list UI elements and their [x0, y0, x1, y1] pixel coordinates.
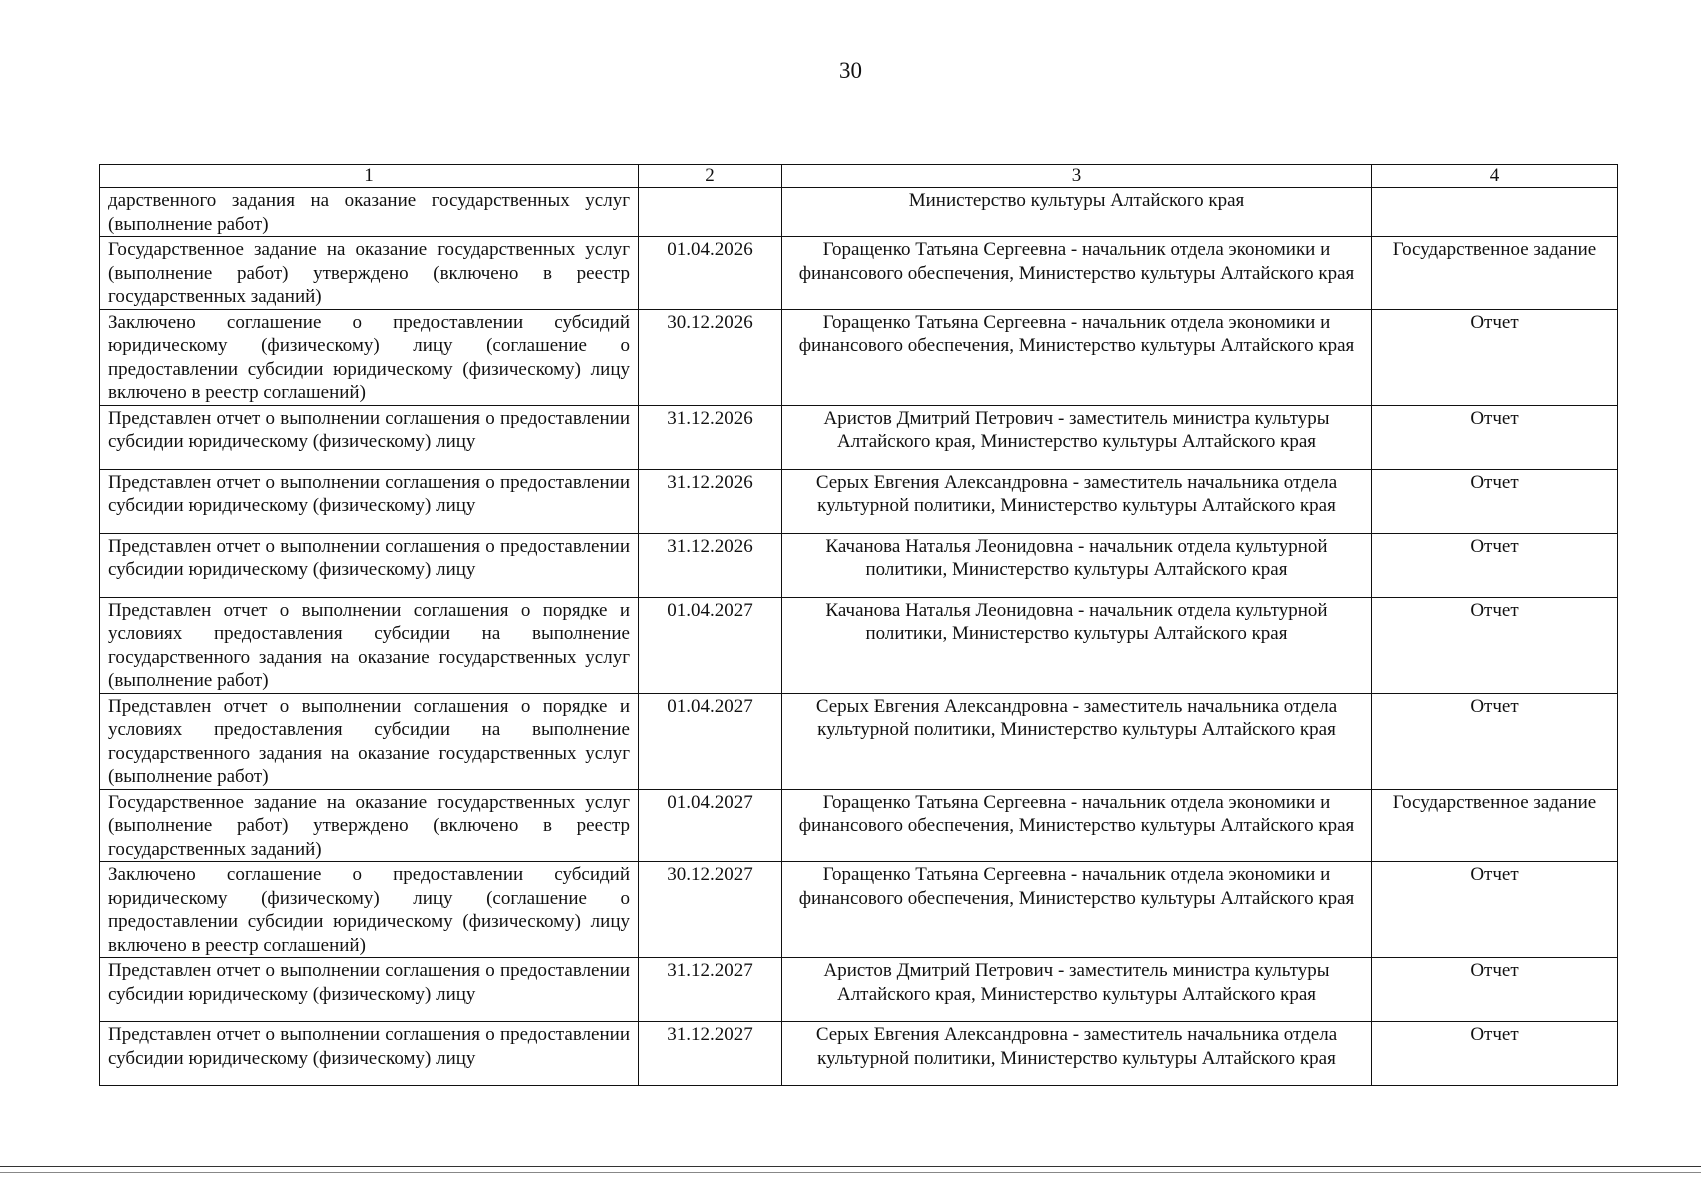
date-cell: 31.12.2027: [639, 1022, 782, 1086]
responsible-cell: Качанова Наталья Леонидовна - начальник отдела культурной политики, Министерство культуры Алтайского края: [782, 597, 1372, 693]
table-row: [100, 405, 1618, 469]
column-header-1: 1: [100, 165, 639, 188]
column-header-3: 3: [782, 165, 1372, 188]
event-cell: Представлен отчет о выполнении соглашения о предоставлении субсидии юридическому (физическому) лицу: [100, 958, 639, 1022]
event-cell: Государственное задание на оказание государственных услуг (выполнение работ) утверждено (включено в реестр государственных заданий): [100, 789, 639, 862]
table-row: [100, 237, 1618, 310]
event-cell: Заключено соглашение о предоставлении субсидий юридическому (физическому) лицу (соглашение о предоставлении субсидии юридическому (физическому) лицу включено в реестр соглашений): [100, 862, 639, 958]
footer-rule-secondary: [0, 1172, 1701, 1173]
document-type-cell: Отчет: [1372, 1022, 1618, 1086]
responsible-cell: Аристов Дмитрий Петрович - заместитель министра культуры Алтайского края, Министерство культуры Алтайского края: [782, 958, 1372, 1022]
date-cell: 01.04.2027: [639, 597, 782, 693]
document-type-cell: Отчет: [1372, 533, 1618, 597]
date-cell: 01.04.2026: [639, 237, 782, 310]
table-row: [100, 309, 1618, 405]
date-cell: 30.12.2026: [639, 309, 782, 405]
document-type-cell: [1372, 188, 1618, 237]
table-row: [100, 693, 1618, 789]
document-type-cell: Отчет: [1372, 597, 1618, 693]
responsible-cell: Горащенко Татьяна Сергеевна - начальник отдела экономики и финансового обеспечения, Министерство культуры Алтайского края: [782, 237, 1372, 310]
column-header-2: 2: [639, 165, 782, 188]
event-cell: дарственного задания на оказание государственных услуг (выполнение работ): [100, 188, 639, 237]
event-cell: Представлен отчет о выполнении соглашения о порядке и условиях предоставления субсидии на выполнение государственного задания на оказание государственных услуг (выполнение работ): [100, 693, 639, 789]
responsible-cell: Серых Евгения Александровна - заместитель начальника отдела культурной политики, Министерство культуры Алтайского края: [782, 693, 1372, 789]
document-type-cell: Государственное задание: [1372, 789, 1618, 862]
table-row: [100, 469, 1618, 533]
document-type-cell: Отчет: [1372, 405, 1618, 469]
date-cell: 01.04.2027: [639, 789, 782, 862]
table-header-row: [100, 165, 1618, 188]
event-cell: Представлен отчет о выполнении соглашения о предоставлении субсидии юридическому (физическому) лицу: [100, 405, 639, 469]
date-cell: 31.12.2027: [639, 958, 782, 1022]
column-header-4: 4: [1372, 165, 1618, 188]
date-cell: 31.12.2026: [639, 469, 782, 533]
responsible-cell: Аристов Дмитрий Петрович - заместитель министра культуры Алтайского края, Министерство культуры Алтайского края: [782, 405, 1372, 469]
event-cell: Государственное задание на оказание государственных услуг (выполнение работ) утверждено (включено в реестр государственных заданий): [100, 237, 639, 310]
responsible-cell: Горащенко Татьяна Сергеевна - начальник отдела экономики и финансового обеспечения, Министерство культуры Алтайского края: [782, 789, 1372, 862]
responsible-cell: Качанова Наталья Леонидовна - начальник отдела культурной политики, Министерство культуры Алтайского края: [782, 533, 1372, 597]
event-cell: Представлен отчет о выполнении соглашения о порядке и условиях предоставления субсидии на выполнение государственного задания на оказание государственных услуг (выполнение работ): [100, 597, 639, 693]
event-cell: Представлен отчет о выполнении соглашения о предоставлении субсидии юридическому (физическому) лицу: [100, 469, 639, 533]
responsible-cell: Серых Евгения Александровна - заместитель начальника отдела культурной политики, Министерство культуры Алтайского края: [782, 469, 1372, 533]
document-type-cell: Отчет: [1372, 958, 1618, 1022]
table-row: [100, 188, 1618, 237]
date-cell: 01.04.2027: [639, 693, 782, 789]
table-row: [100, 862, 1618, 958]
table-row: [100, 789, 1618, 862]
date-cell: 31.12.2026: [639, 405, 782, 469]
document-type-cell: Государственное задание: [1372, 237, 1618, 310]
date-cell: 31.12.2026: [639, 533, 782, 597]
table-body: [100, 188, 1618, 1086]
responsible-cell: Министерство культуры Алтайского края: [782, 188, 1372, 237]
document-type-cell: Отчет: [1372, 862, 1618, 958]
responsible-cell: Горащенко Татьяна Сергеевна - начальник отдела экономики и финансового обеспечения, Министерство культуры Алтайского края: [782, 309, 1372, 405]
table-row: [100, 958, 1618, 1022]
responsible-cell: Серых Евгения Александровна - заместитель начальника отдела культурной политики, Министерство культуры Алтайского края: [782, 1022, 1372, 1086]
date-cell: [639, 188, 782, 237]
document-type-cell: Отчет: [1372, 309, 1618, 405]
date-cell: 30.12.2027: [639, 862, 782, 958]
event-cell: Представлен отчет о выполнении соглашения о предоставлении субсидии юридическому (физическому) лицу: [100, 1022, 639, 1086]
document-type-cell: Отчет: [1372, 469, 1618, 533]
table-row: [100, 533, 1618, 597]
event-cell: Представлен отчет о выполнении соглашения о предоставлении субсидии юридическому (физическому) лицу: [100, 533, 639, 597]
page-number: 30: [839, 58, 862, 83]
schedule-table: [99, 164, 1618, 1086]
table-row: [100, 597, 1618, 693]
table-row: [100, 1022, 1618, 1086]
footer-rule: [0, 1166, 1701, 1167]
responsible-cell: Горащенко Татьяна Сергеевна - начальник отдела экономики и финансового обеспечения, Министерство культуры Алтайского края: [782, 862, 1372, 958]
document-type-cell: Отчет: [1372, 693, 1618, 789]
event-cell: Заключено соглашение о предоставлении субсидий юридическому (физическому) лицу (соглашение о предоставлении субсидии юридическому (физическому) лицу включено в реестр соглашений): [100, 309, 639, 405]
